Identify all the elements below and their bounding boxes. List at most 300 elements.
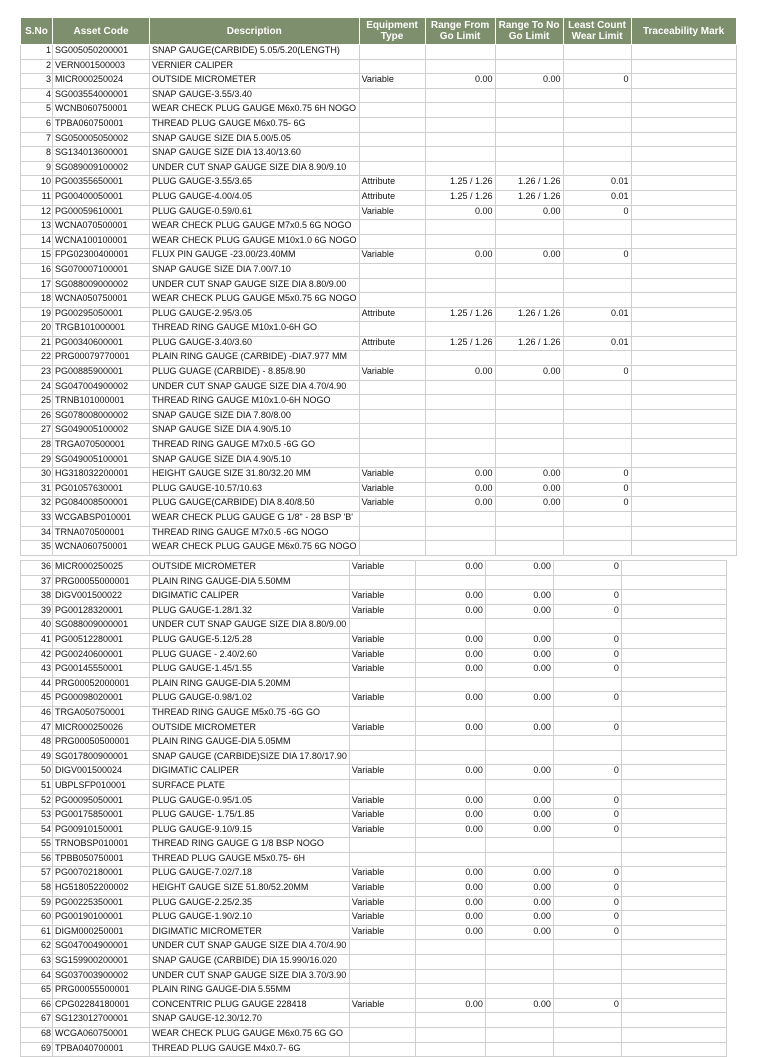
cell-traceability [631,103,736,118]
cell-sno: 60 [21,911,53,926]
cell-range-to [485,969,553,984]
cell-asset-code: PG00295050001 [53,307,150,322]
cell-traceability [631,468,736,483]
table-row [21,59,737,74]
table-row [21,147,737,162]
cell-asset-code: PG00910150001 [53,823,150,838]
cell-sno: 62 [21,940,53,955]
table-row [21,103,737,118]
cell-least-count [553,619,621,634]
cell-equipment-type [359,526,425,541]
cell-description: THREAD RING GAUGE M7x0.5 -6G NOGO [150,526,360,541]
cell-asset-code: MICR000250026 [53,721,150,736]
cell-sno: 67 [21,1013,53,1028]
table-row [21,940,727,955]
gauge-table-block-2 [20,560,727,1057]
cell-least-count: 0.01 [563,190,631,205]
cell-traceability [621,823,726,838]
cell-description: THREAD PLUG GAUGE M6x0.75- 6G [150,117,360,132]
cell-range-from [415,750,485,765]
table-row [21,453,737,468]
cell-traceability [631,249,736,264]
cell-least-count [563,220,631,235]
cell-range-to [495,380,563,395]
cell-equipment-type: Variable [349,663,415,678]
table-row [21,439,737,454]
cell-range-from: 0.00 [425,366,495,381]
cell-equipment-type: Attribute [359,307,425,322]
cell-range-from [425,380,495,395]
cell-description: OUTSIDE MICROMETER [150,721,350,736]
cell-least-count [563,88,631,103]
cell-description: UNDER CUT SNAP GAUGE SIZE DIA 4.70/4.90 [150,380,360,395]
cell-range-from [415,1042,485,1057]
cell-equipment-type: Attribute [359,336,425,351]
cell-range-from [425,541,495,556]
cell-least-count [553,838,621,853]
cell-equipment-type: Variable [349,590,415,605]
cell-range-to [485,955,553,970]
cell-least-count [563,103,631,118]
cell-range-to: 0.00 [485,867,553,882]
cell-range-from: 0.00 [415,633,485,648]
cell-traceability [621,575,726,590]
cell-range-from [425,147,495,162]
cell-least-count: 0.01 [563,336,631,351]
cell-range-from: 0.00 [425,497,495,512]
cell-description: DIGIMATIC MICROMETER [150,925,350,940]
cell-sno: 41 [21,633,53,648]
cell-least-count [563,263,631,278]
cell-equipment-type [359,161,425,176]
cell-range-from [415,838,485,853]
cell-sno: 26 [21,409,53,424]
cell-equipment-type [359,45,425,60]
cell-description: PLUG GAUGE-0.98/1.02 [150,692,350,707]
cell-traceability [621,750,726,765]
cell-range-to [485,736,553,751]
cell-range-to [495,147,563,162]
cell-asset-code: SG088009000001 [53,619,150,634]
cell-sno: 17 [21,278,53,293]
cell-sno: 42 [21,648,53,663]
cell-range-to: 0.00 [485,633,553,648]
cell-range-from [415,706,485,721]
table-row [21,380,737,395]
cell-range-from: 0.00 [415,823,485,838]
cell-least-count [553,1013,621,1028]
cell-description: PLUG GAUGE-0.59/0.61 [150,205,360,220]
cell-description: WEAR CHECK PLUG GAUGE M6x0.75 6G NOGO [150,541,360,556]
cell-asset-code: DIGV001500022 [53,590,150,605]
cell-least-count: 0 [553,561,621,576]
cell-equipment-type [359,147,425,162]
cell-range-from [415,736,485,751]
cell-sno: 11 [21,190,53,205]
cell-range-from [425,220,495,235]
cell-least-count: 0 [553,911,621,926]
cell-description: SURFACE PLATE [150,779,350,794]
cell-range-to: 0.00 [485,998,553,1013]
table-row [21,794,727,809]
cell-equipment-type [359,541,425,556]
cell-equipment-type [359,409,425,424]
cell-traceability [621,852,726,867]
cell-description: WEAR CHECK PLUG GAUGE G 1/8" - 28 BSP 'B' [150,512,360,527]
cell-description: SNAP GAUGE-12.30/12.70 [150,1013,350,1028]
cell-sno: 27 [21,424,53,439]
cell-asset-code: SG134013600001 [53,147,150,162]
cell-sno: 28 [21,439,53,454]
cell-range-to: 1.26 / 1.26 [495,190,563,205]
cell-least-count: 0 [553,896,621,911]
cell-least-count: 0 [553,765,621,780]
cell-range-to: 0.00 [495,482,563,497]
cell-description: PLUG GAUGE-3.40/3.60 [150,336,360,351]
cell-sno: 64 [21,969,53,984]
cell-asset-code: PG00059610001 [53,205,150,220]
cell-range-to: 0.00 [485,794,553,809]
cell-description: THREAD RING GAUGE M10x1.0-6H NOGO [150,395,360,410]
cell-range-from: 0.00 [415,721,485,736]
cell-range-from [425,88,495,103]
cell-description: PLUG GAUGE-1.90/2.10 [150,911,350,926]
cell-traceability [621,867,726,882]
cell-traceability [621,633,726,648]
cell-sno: 23 [21,366,53,381]
cell-traceability [631,59,736,74]
cell-equipment-type: Attribute [359,176,425,191]
cell-equipment-type [359,351,425,366]
cell-least-count: 0 [553,663,621,678]
cell-range-to [485,852,553,867]
cell-sno: 7 [21,132,53,147]
cell-asset-code: PG00145550001 [53,663,150,678]
cell-range-to [495,512,563,527]
cell-sno: 2 [21,59,53,74]
cell-range-from [425,59,495,74]
cell-range-to: 0.00 [485,590,553,605]
cell-traceability [621,1042,726,1057]
cell-sno: 55 [21,838,53,853]
cell-least-count: 0 [563,249,631,264]
cell-least-count [563,59,631,74]
cell-traceability [621,648,726,663]
table-row [21,497,737,512]
cell-range-from [425,278,495,293]
cell-asset-code: PG00240600001 [53,648,150,663]
table-row [21,307,737,322]
table-row [21,692,727,707]
cell-least-count [563,278,631,293]
table-row [21,132,737,147]
cell-sno: 36 [21,561,53,576]
cell-range-from [415,619,485,634]
cell-range-to [495,453,563,468]
cell-least-count: 0 [563,205,631,220]
cell-range-to: 0.00 [495,468,563,483]
cell-equipment-type: Attribute [359,190,425,205]
cell-equipment-type [349,955,415,970]
cell-equipment-type [349,706,415,721]
cell-sno: 63 [21,955,53,970]
cell-traceability [621,692,726,707]
cell-description: WEAR CHECK PLUG GAUGE M5x0.75 6G NOGO [150,293,360,308]
cell-equipment-type [359,395,425,410]
cell-sno: 52 [21,794,53,809]
cell-traceability [631,45,736,60]
cell-equipment-type: Variable [359,482,425,497]
cell-range-from: 0.00 [415,809,485,824]
cell-asset-code: FPG02300400001 [53,249,150,264]
cell-range-to: 0.00 [485,925,553,940]
cell-range-to: 0.00 [485,896,553,911]
cell-range-from: 0.00 [415,663,485,678]
cell-range-to [485,984,553,999]
cell-sno: 40 [21,619,53,634]
cell-equipment-type: Variable [349,823,415,838]
cell-sno: 43 [21,663,53,678]
cell-range-from [415,955,485,970]
table-row [21,648,727,663]
cell-traceability [621,706,726,721]
cell-asset-code: TRNB101000001 [53,395,150,410]
cell-traceability [631,336,736,351]
cell-least-count [553,1042,621,1057]
table-row [21,663,727,678]
cell-description: THREAD RING GAUGE G 1/8 BSP NOGO [150,838,350,853]
cell-range-to [495,132,563,147]
cell-least-count [553,706,621,721]
table-row [21,395,737,410]
cell-traceability [631,541,736,556]
cell-sno: 33 [21,512,53,527]
cell-least-count [563,351,631,366]
table-row [21,249,737,264]
cell-least-count [563,322,631,337]
cell-least-count [563,512,631,527]
cell-range-from [425,453,495,468]
cell-description: OUTSIDE MICROMETER [150,74,360,89]
cell-range-from [425,234,495,249]
cell-range-to: 0.00 [485,663,553,678]
cell-sno: 56 [21,852,53,867]
cell-sno: 21 [21,336,53,351]
table-row [21,969,727,984]
cell-range-to: 1.26 / 1.26 [495,307,563,322]
cell-sno: 12 [21,205,53,220]
cell-sno: 5 [21,103,53,118]
cell-range-to [495,541,563,556]
cell-least-count: 0.01 [563,176,631,191]
cell-description: WEAR CHECK PLUG GAUGE M7x0.5 6G NOGO [150,220,360,235]
cell-asset-code: SG017800900001 [53,750,150,765]
cell-equipment-type [359,380,425,395]
cell-least-count [563,526,631,541]
cell-range-from: 0.00 [425,249,495,264]
cell-asset-code: SG037003900002 [53,969,150,984]
cell-sno: 1 [21,45,53,60]
cell-sno: 53 [21,809,53,824]
table-row [21,882,727,897]
header-least-count: Least Count Wear Limit [563,18,631,45]
cell-range-from: 0.00 [415,867,485,882]
cell-range-from: 1.25 / 1.26 [425,307,495,322]
cell-equipment-type [349,852,415,867]
cell-asset-code: WCGA060750001 [53,1028,150,1043]
cell-asset-code: SG047004900002 [53,380,150,395]
cell-asset-code: WCNB060750001 [53,103,150,118]
cell-description: PLUG GAUGE-9.10/9.15 [150,823,350,838]
table-row [21,998,727,1013]
table-row [21,205,737,220]
cell-traceability [621,940,726,955]
cell-asset-code: PG00340600001 [53,336,150,351]
cell-traceability [621,677,726,692]
cell-sno: 24 [21,380,53,395]
cell-description: PLUG GUAGE - 2.40/2.60 [150,648,350,663]
cell-description: THREAD RING GAUGE M7x0.5 -6G GO [150,439,360,454]
cell-range-to [485,779,553,794]
cell-description: UNDER CUT SNAP GAUGE SIZE DIA 3.70/3.90 [150,969,350,984]
cell-range-from: 0.00 [415,911,485,926]
cell-least-count: 0 [553,692,621,707]
table-row [21,575,727,590]
cell-asset-code: UBPLSFP010001 [53,779,150,794]
cell-range-from [415,1028,485,1043]
cell-sno: 9 [21,161,53,176]
cell-traceability [621,794,726,809]
cell-equipment-type: Variable [359,74,425,89]
cell-traceability [621,1028,726,1043]
table-row [21,366,737,381]
table-row [21,911,727,926]
cell-equipment-type: Variable [359,468,425,483]
cell-equipment-type [359,293,425,308]
table-row [21,512,737,527]
table-row [21,220,737,235]
table-row [21,619,727,634]
cell-least-count: 0.01 [563,307,631,322]
cell-equipment-type [349,750,415,765]
cell-sno: 61 [21,925,53,940]
cell-equipment-type: Variable [349,633,415,648]
table-row [21,867,727,882]
cell-description: WEAR CHECK PLUG GAUGE M6x0.75 6G GO [150,1028,350,1043]
cell-traceability [631,176,736,191]
table-row [21,1013,727,1028]
cell-description: PLAIN RING GAUGE-DIA 5.05MM [150,736,350,751]
cell-least-count: 0 [553,925,621,940]
table-row [21,468,737,483]
table-row [21,765,727,780]
table-row [21,925,727,940]
table-row [21,633,727,648]
cell-least-count: 0 [553,794,621,809]
cell-sno: 68 [21,1028,53,1043]
cell-description: SNAP GAUGE SIZE DIA 4.90/5.10 [150,453,360,468]
cell-sno: 35 [21,541,53,556]
cell-range-from [425,526,495,541]
cell-asset-code: SG005050200001 [53,45,150,60]
cell-asset-code: PRG00050500001 [53,736,150,751]
cell-equipment-type: Variable [349,794,415,809]
cell-description: PLAIN RING GAUGE-DIA 5.55MM [150,984,350,999]
cell-least-count [563,439,631,454]
cell-asset-code: PG00225350001 [53,896,150,911]
cell-asset-code: SG123012700001 [53,1013,150,1028]
cell-asset-code: MICR000250024 [53,74,150,89]
cell-equipment-type [359,263,425,278]
cell-traceability [631,234,736,249]
cell-range-to [495,526,563,541]
cell-range-from: 0.00 [415,561,485,576]
cell-traceability [621,721,726,736]
cell-traceability [621,590,726,605]
cell-least-count: 0 [563,482,631,497]
cell-equipment-type [359,132,425,147]
cell-equipment-type: Variable [359,205,425,220]
cell-traceability [631,161,736,176]
cell-range-from [415,677,485,692]
cell-equipment-type [359,88,425,103]
cell-least-count: 0 [553,823,621,838]
cell-traceability [621,925,726,940]
cell-range-from: 0.00 [415,896,485,911]
cell-range-from [415,969,485,984]
table-row [21,590,727,605]
cell-range-to [495,409,563,424]
cell-least-count [563,117,631,132]
cell-range-to [495,88,563,103]
cell-asset-code: PG00175850001 [53,809,150,824]
cell-description: PLUG GAUGE-10.57/10.63 [150,482,360,497]
cell-least-count [553,969,621,984]
cell-equipment-type [359,278,425,293]
cell-asset-code: SG047004900001 [53,940,150,955]
cell-sno: 19 [21,307,53,322]
cell-range-from: 0.00 [425,74,495,89]
cell-asset-code: TRGA070500001 [53,439,150,454]
cell-equipment-type [349,1028,415,1043]
cell-range-from [415,940,485,955]
cell-asset-code: PG00702180001 [53,867,150,882]
cell-description: WEAR CHECK PLUG GAUGE M6x0.75 6H NOGO [150,103,360,118]
cell-equipment-type: Variable [349,896,415,911]
cell-range-from [415,984,485,999]
table-row [21,161,737,176]
cell-sno: 20 [21,322,53,337]
cell-description: SNAP GAUGE SIZE DIA 4.90/5.10 [150,424,360,439]
cell-sno: 8 [21,147,53,162]
cell-range-to: 0.00 [495,205,563,220]
cell-least-count: 0 [563,74,631,89]
cell-least-count [563,293,631,308]
table-row [21,896,727,911]
cell-least-count [563,453,631,468]
cell-traceability [621,736,726,751]
header-range-from: Range From Go Limit [425,18,495,45]
cell-description: SNAP GAUGE (CARBIDE)SIZE DIA 17.80/17.90 [150,750,350,765]
cell-sno: 29 [21,453,53,468]
cell-asset-code: SG159900200001 [53,955,150,970]
cell-range-to [495,263,563,278]
cell-asset-code: SG078008000002 [53,409,150,424]
cell-least-count [553,750,621,765]
table-row [21,984,727,999]
cell-traceability [621,561,726,576]
cell-equipment-type: Variable [359,366,425,381]
